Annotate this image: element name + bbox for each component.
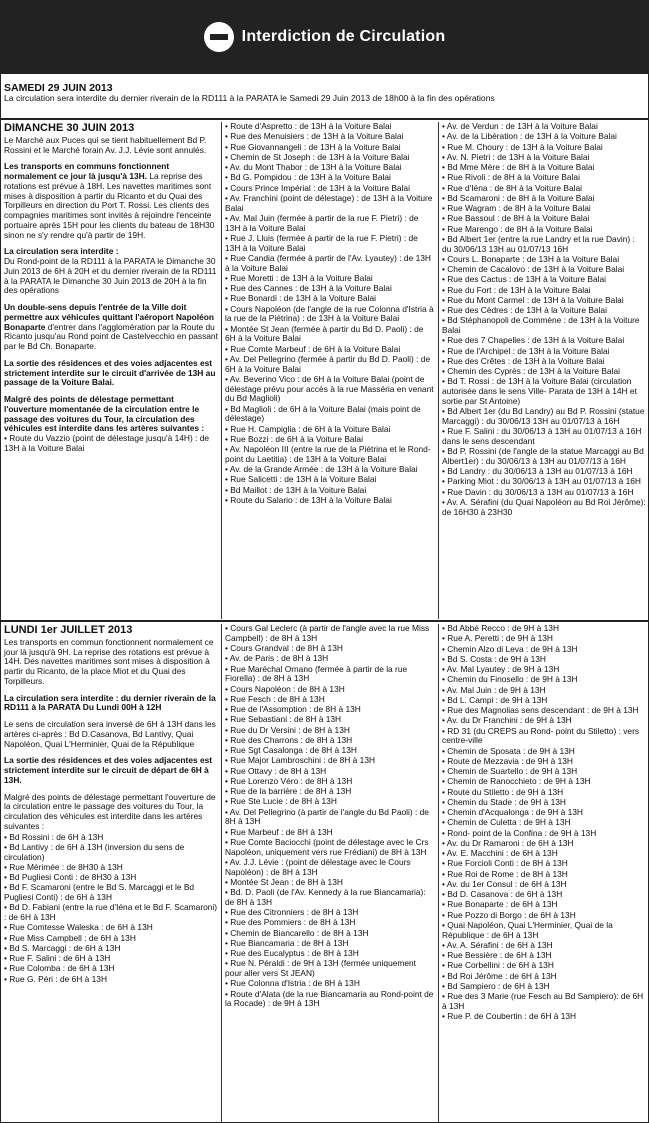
sunday-p2-bold: Les transports en communs fonctionnent normalement ce jour là jusqu'à 13H. (4, 161, 170, 181)
list-item: • Rue Pozzo di Borgo : de 6H à 13H (442, 909, 576, 920)
list-item: • Rue Biancamaria : de 8H à 13H (225, 937, 349, 948)
column-divider (438, 624, 439, 1122)
list-item: • Route de Mezzavia : de 9H à 13H (442, 755, 573, 766)
list-item: • Rue Ottavy : de 8H à 13H (225, 765, 327, 776)
list-item: • Rue Lorenzo Véro : de 8H à 13H (225, 775, 353, 786)
list-item: • Rue A. Peretti : de 9H à 13H (442, 633, 553, 644)
list-item: • Cours Napoléon (de l'angle de la rue Colonna d'Istria à la rue de la Piétrina) : de 13H à la Voiture Balai (225, 303, 434, 324)
list-item: • Chemin du Stade : de 9H à 13H (442, 796, 566, 807)
column-divider (221, 624, 222, 1122)
monday-col1-items (4, 833, 218, 985)
list-item: • Chemin des Cyprès : de 13H à la Voiture Balai (442, 366, 620, 376)
list-item: • Rue des Citronniers : de 8H à 13H (225, 907, 359, 917)
list-item: • Rue des 3 Marie (rue Fesch au Bd Sampiero): de 6H à 13H (442, 991, 644, 1011)
list-item: • Av. Beverino Vico : de 6H à la Voiture Balai (point de délestage prévu pour accès à la rue Masséria en venant du Bd Maglioli) (225, 373, 434, 404)
sunday-p6-text: • Route du Vazzio (point de délestage jusqu'à 14H) : de 13H à la Voiture Balai (4, 433, 210, 453)
banner (0, 0, 649, 74)
list-item: • Bd G. Pompidou : de 13H à la Voiture Balai (225, 172, 391, 183)
list-item: • Bd Roi Jérôme : de 6H à 13H (442, 970, 557, 981)
list-item: • Rue des Magnolias sens descendant : de 9H à 13H (442, 705, 639, 715)
list-item: • Route du Stiletto : de 9H à 13H (442, 786, 564, 797)
list-item: • Rue Fesch : de 8H à 13H (225, 693, 325, 704)
sunday-p3 (4, 247, 218, 296)
list-item: • Montée St Jean : de 8H à 13H (225, 876, 343, 887)
list-item: • Rue des Cactus : de 13H à la Voiture Balai (442, 274, 607, 285)
list-item: • Rue Davin : du 30/06/13 à 13H au 01/07/13 à 16H (442, 486, 634, 497)
list-item: • Rue Giovannangeli : de 13H à la Voiture Balai (225, 141, 401, 152)
list-item: • Rue Colomba : de 6H à 13H (4, 963, 115, 974)
sunday-p2 (4, 162, 218, 240)
sunday-p5: La sortie des résidences et des voies adjacentes est strictement interdite sur le circuit d'arrivée de 13H au passage de la Voiture Balai. (4, 357, 216, 388)
list-item: • Rue des 7 Chapelles : de 13H à la Voiture Balai (442, 335, 625, 346)
sunday-p4-text: d'entrer dans l'agglomération par la Route du Ricanto jusqu'au Rond point de Castelvecchio en passant par le Bd Ch. Bonaparte. (4, 321, 218, 351)
list-item: • Bd Albert 1er (du Bd Landry) au Bd P. Rossini (statue Marcaggi) : du 30/06/13 13H au 01/07/13 à 16H (442, 406, 645, 426)
list-item: • Av. J.J. Lévie : (point de délestage avec le Cours Napoléon) : de 8H à 13H (225, 856, 411, 877)
sunday-col2 (225, 122, 435, 506)
list-item: • Bd Mme Mère : de 8H à la Voiture Balai (442, 162, 595, 172)
list-item: • Bd S. Marcaggi : de 6H à 13H (4, 942, 121, 953)
list-item: • Chemin de Ranocchieto : de 9H à 13H (442, 776, 591, 787)
list-item: • Rue Mérimée : de 8H30 à 13H (4, 861, 123, 872)
list-item: • Rue Roi de Rome : de 8H à 13H (442, 868, 568, 879)
sunday-p2-text: La reprise des rotations est prévue à 18H. Les navettes maritimes sont mises à disposition à partir du Ricanto et du Quai des Torpilleurs en direction du Port T. Rossi. Les clients des compagnies maritimes sont invités à rejoindre l'enceinte portuaire après 15H pour les clients du bateau de 18H30 sinon ne s'y rendre qu'à partir de 19H. (4, 171, 215, 240)
list-item: • Av. de la Grande Armée : de 13H à la Voiture Balai (225, 464, 418, 474)
sunday-p1: Le Marché aux Puces qui se tient habituellement Bd P. Rossini et le Marché forain Av. J.J. Lévie sont annulés. (4, 134, 207, 155)
list-item: • Rue des Pommiers : de 8H à 13H (225, 917, 356, 928)
list-item: • Rue du Fort : de 13H à la Voiture Balai (442, 284, 591, 295)
list-item: • Rue M. Choury : de 13H à la Voiture Balai (442, 141, 603, 152)
list-item: • Rue H. Campiglia : de 6H à la Voiture Balai (225, 423, 391, 434)
list-item: • Rue Bonaparte : de 6H à 13H (442, 899, 558, 910)
list-item: • Av. du Dr Franchini : de 9H à 13H (442, 715, 572, 726)
list-item: • Route d'Alata (de la rue Biancamaria au Rond-point de la Rocade) : de 9H à 13H (225, 988, 434, 1009)
sunday-p6 (4, 395, 218, 454)
list-item: • Rue Maréchal Ornano (fermée à partir de la rue Fiorella) : de 8H à 13H (225, 663, 408, 684)
list-item: • Av. Mal Juin (fermée à partir de la rue F. Pietri) : de 13H à la Voiture Balai (225, 212, 419, 233)
list-item: • Bd D. Fabiani (entre la rue d'Iéna et le Bd F. Scamaroni) : de 6H à 13H (4, 902, 218, 922)
list-item: • Montée St Jean (fermée à partir du Bd D. Paoli) : de 6H à la Voiture Balai (225, 323, 424, 344)
list-item: • Rue des Cannes : de 13H à la Voiture Balai (225, 283, 392, 293)
list-item: • Cours Prince Impérial : de 13H à la Voiture Balai (225, 182, 410, 193)
list-item: • Rue d'Iéna : de 8H à la Voiture Balai (442, 182, 583, 193)
list-item: • Rue Marbeuf : de 8H à 13H (225, 826, 333, 837)
list-item: • Rue Rivoli : de 8H à la Voiture Balai (442, 172, 580, 183)
list-item: • Chemin de Sposata : de 9H à 13H (442, 745, 575, 756)
list-item: • Rue F. Salini : de 6H à 13H (4, 953, 111, 963)
list-item: • Rue Candia (fermée à partir de l'Av. Lyautey) : de 13H à la Voiture Balai (225, 252, 431, 273)
list-item: • Rue Salicetti : de 13H à la Voiture Balai (225, 474, 377, 485)
list-item: • Rue Wagram : de 8H à la Voiture Balai (442, 203, 591, 213)
list-item: • Bd S. Costa : de 9H à 13H (442, 653, 546, 664)
list-item: • Chemin de Culetta : de 9H à 13H (442, 817, 571, 828)
list-item: • Rue du Mont Carmel : de 13H à la Voiture Balai (442, 294, 624, 305)
list-item: • Bd Abbé Recco : de 9H à 13H (442, 623, 559, 633)
list-item: • Rue Sgt Casalonga : de 8H à 13H (225, 745, 357, 755)
divider (0, 118, 649, 120)
divider (0, 620, 649, 622)
list-item: • Rue du Dr Versini : de 8H à 13H (225, 724, 350, 735)
list-item: • Bd. D. Paoli (de l'Av. Kennedy à la rue Biancamaria): de 8H à 13H (225, 887, 426, 907)
list-item: • Bd Scamaroni : de 8H à la Voiture Balai (442, 192, 595, 203)
list-item: • Av. du 1er Consul : de 6H à 13H (442, 878, 567, 889)
list-item: • Rue des Cèdres : de 13H à la Voiture Balai (442, 305, 607, 315)
list-item: • Bd Stéphanopoli de Commène : de 13H à la Voiture Balai (442, 315, 640, 335)
list-item: • Rue G. Péri : de 6H à 13H (4, 973, 108, 984)
list-item: • Av. Napoléon III (entre la rue de la Piétrina et le Rond-point du Laetitia) : de 13H à la Voiture Balai (225, 444, 431, 464)
list-item: • Chemin d'Acqualonga : de 9H à 13H (442, 807, 583, 817)
list-item: • Rond- point de la Confina : de 9H à 13H (442, 827, 597, 838)
list-item: • Rue des Eucalyptus : de 8H à 13H (225, 948, 359, 958)
list-item: • Quai Napoléon, Quai L'Herminier, Quai de la République : de 6H à 13H (442, 919, 613, 940)
sunday-p3-text: Du Rond-point de la RD111 à la PARATA le Dimanche 30 Juin 2013 de 6H à 20H et du dernier riverain de la RD111 à la PARATA le Dimanche 30 Juin 2013 de 20H à la fin des opérations (4, 256, 217, 296)
list-item: • Av. du Mont Thabor : de 13H à la Voiture Balai (225, 162, 402, 172)
list-item: • Rue Bassoul : de 8H à la Voiture Balai (442, 213, 590, 224)
list-item: • Cours Napoléon : de 8H à 13H (225, 683, 345, 694)
monday-col3 (442, 624, 646, 1022)
list-item: • Bd Maillot : de 13H à la Voiture Balai (225, 484, 367, 495)
list-item: • Rue N. Péraldi : de 9H à 13H (fermée uniquement pour aller vers St JEAN) (225, 958, 417, 978)
list-item: • Parking Miot : du 30/06/13 à 13H au 01/07/13 à 16H (442, 476, 641, 487)
list-item: • Av. Del Pellegrino (à partir de l'angle du Bd Paoli) : de 8H à 13H (225, 806, 429, 827)
list-item: • Av. Franchini (point de délestage) : de 13H à la Voiture Balai (225, 192, 433, 213)
list-item: • Av. A. Sérafini : de 6H à 13H (442, 939, 553, 950)
list-item: • Chemin du Finosello : de 9H à 13H (442, 674, 578, 685)
list-item: • Rue Bozzi : de 6H à la Voiture Balai (225, 433, 363, 444)
list-item: • Rue des Charrons : de 8H à 13H (225, 734, 353, 745)
list-item: • Rue de l'Archipel : de 13H à la Voiture Balai (442, 345, 610, 356)
monday-title: LUNDI 1er JUILLET 2013 (4, 624, 133, 636)
monday-section (0, 624, 649, 1122)
list-item: • Av. E. Macchini : de 6H à 13H (442, 848, 558, 858)
list-item: • Route du Salario : de 13H à la Voiture Balai (225, 494, 392, 505)
list-item: • Rue de la barrière : de 8H à 13H (225, 786, 352, 796)
list-item: • Bd F. Scamaroni (entre le Bd S. Marcaggi et le Bd Pugliesi Conti) : de 6H à 13H (4, 882, 195, 902)
sunday-p6-bold: Malgré des points de délestage permettant l'ouverture momentanée de la circulation entre le passage des voitures du Tour, la circulation des véhicules est interdite dans les artères suivantes : (4, 394, 205, 434)
list-item: • Rue P. de Coubertin : de 6H à 13H (442, 1011, 577, 1021)
list-item: • Rue Moretti : de 13H à la Voiture Balai (225, 272, 373, 283)
list-item: • Chemin de Biancarello : de 8H à 13H (225, 927, 369, 938)
list-item: • Rue Comtesse Waleska : de 6H à 13H (4, 922, 153, 933)
list-item: • Cours L. Bonaparte : de 13H à la Voiture Balai (442, 253, 620, 264)
list-item: • Av. Del Pellegrino (fermée à partir du Bd D. Paoli) : de 6H à la Voiture Balai (225, 353, 431, 374)
list-item: • Rue Bonardi : de 13H à la Voiture Balai (225, 293, 376, 304)
list-item: • Bd D. Casanova : de 6H à 13H (442, 889, 563, 899)
list-item: • Rue des Menuisiers : de 13H à la Voiture Balai (225, 131, 404, 142)
list-item: • Chemin de Cacalovo : de 13H à la Voiture Balai (442, 264, 625, 274)
no-entry-icon (204, 22, 234, 52)
list-item: • Rue des Crêtes : de 13H à la Voiture Balai (442, 355, 605, 366)
list-item: • Av. de Paris : de 8H à 13H (225, 653, 329, 664)
monday-p1: Les transports en commun fonctionnent normalement ce jour là jusqu'à 9H. La reprise des rotations est prévue à 14H. Des navettes maritimes sont mises à disposition à partir du Ricanto, de la place Miot et du Quai des Torpilleurs. (4, 636, 214, 686)
list-item: • Route d'Aspretto : de 13H à la Voiture Balai (225, 121, 392, 131)
list-item: • Chemin de Suartello : de 9H à 13H (442, 766, 578, 776)
list-item: • Rue Major Lambroschini : de 8H à 13H (225, 755, 376, 766)
list-item: • Rue Comte Baciocchi (point de délestage avec le Crs Napoléon, uniquement vers rue Frédiani) de 8H à 13H (225, 836, 429, 857)
saturday-text: La circulation sera interdite du dernier riverain de la RD111 à la PARATA le Samedi 29 Juin 2013 de 18h00 à la fin des opérations (4, 93, 495, 104)
list-item: • Cours Grandval : de 8H à 13H (225, 643, 343, 653)
sunday-p4 (4, 303, 218, 352)
monday-p3: Le sens de circulation sera inversé de 6H à 13H dans les artères ci-après : Bd D.Casanova, Bd Lantivy, Quai Napoléon, Quai L'Herminier, Quai de la République (4, 719, 216, 749)
list-item: • Rue Ste Lucie : de 8H à 13H (225, 796, 337, 807)
list-item: • Bd L. Campi : de 9H à 13H (442, 694, 548, 705)
list-item: • Av. du Dr Ramaroni : de 6H à 13H (442, 837, 574, 848)
list-item: • Av. A. Sérafini (du Quai Napoléon au Bd Roi Jérôme): de 16H30 à 23H30 (442, 496, 646, 517)
list-item: • Rue J. Lluis (fermée à partir de la rue F. Pietri) : de 13H à la Voiture Balai (225, 232, 418, 253)
list-item: • Bd Landry : du 30/06/13 à 13H au 01/07/13 à 16H (442, 466, 633, 476)
sunday-col1 (4, 122, 218, 461)
list-item: • Av. Mal Juin : de 9H à 13H (442, 684, 546, 695)
list-item: • Cours Gal Leclerc (à partir de l'angle avec la rue Miss Campbell) : de 8H à 13H (225, 623, 430, 643)
list-item: • Bd Maglioli : de 6H à la Voiture Balai (mais point de délestage) (225, 403, 421, 424)
list-item: • Rue de l'Assomption : de 8H à 13H (225, 704, 361, 714)
list-item: • Rue F. Salini : du 30/06/13 à 13H au 01/07/13 à 16H dans le sens descendant (442, 426, 642, 446)
list-item: • Bd Rossini : de 6H à 13H (4, 831, 104, 842)
list-item: • Bd Pugliesi Conti : de 8H30 à 13H (4, 872, 137, 882)
sunday-section (0, 122, 649, 619)
monday-p4: La sortie des résidences et des voies adjacentes est strictement interdite sur le circuit de départ de 6H à 13H. (4, 755, 213, 785)
list-item: • Rue Bessière : de 6H à 13H (442, 950, 552, 960)
column-divider (221, 122, 222, 619)
list-item: • Rue Sebastiani : de 8H à 13H (225, 714, 342, 725)
saturday-title: SAMEDI 29 JUIN 2013 (4, 82, 113, 94)
list-item: • Av. de Verdun : de 13H à la Voiture Balai (442, 121, 598, 131)
list-item: • Bd Albert 1er (entre la rue Landry et la rue Davin) : du 30/06/13 13H au 01/07/13 16H (442, 233, 635, 254)
list-item: • Rue Comte Marbeuf : de 6H à la Voiture Balai (225, 343, 401, 354)
sunday-col3 (442, 122, 646, 518)
list-item: • Chemin Alzo di Leva : de 9H à 13H (442, 643, 578, 654)
list-item: • Av. de la Libération : de 13H à la Voiture Balai (442, 131, 617, 142)
sunday-p3-bold: La circulation sera interdite : (4, 246, 119, 257)
list-item: • RD 31 (du CREPS au Rond- point du Stiletto) : vers centre-ville (442, 725, 640, 746)
monday-col1 (4, 624, 218, 985)
column-divider (438, 122, 439, 619)
monday-p2: La circulation sera interdite : du dernier riverain de la RD111 à la PARATA Du Lundi 00H à 12H (4, 692, 216, 713)
saturday-section (4, 82, 645, 104)
monday-p5: Malgré des points de délestage permettant l'ouverture de la circulation entre le passage des voitures du Tour, la circulation des véhicules est interdite dans les artères suivantes : (4, 791, 216, 831)
list-item: • Bd P. Rossini (de l'angle de la statue Marcaggi au Bd Albert1er) : du 30/06/13 à 13H au 01/07/13 à 16H (442, 446, 644, 466)
list-item: • Av. N. Pietri : de 13H à la Voiture Balai (442, 151, 590, 162)
list-item: • Chemin de St Joseph : de 13H à la Voiture Balai (225, 151, 410, 162)
sunday-p4-bold: Un double-sens depuis l'entrée de la Ville doit permettre aux véhicules quittant l'aéroport Napoléon Bonaparte (4, 302, 215, 332)
list-item: • Av. Mal Lyautey : de 9H à 13H (442, 664, 560, 674)
list-item: • Rue Miss Campbell : de 6H à 13H (4, 932, 136, 943)
sunday-title: DIMANCHE 30 JUIN 2013 (4, 122, 135, 134)
list-item: • Bd Sampiero : de 6H à 13H (442, 980, 550, 991)
list-item: • Rue Colonna d'Istria : de 8H à 13H (225, 978, 360, 989)
list-item: • Rue Corbellini : de 6H à 13H (442, 960, 554, 971)
monday-col2 (225, 624, 435, 1010)
list-item: • Bd Lantivy : de 6H à 13H (inversion du sens de circulation) (4, 841, 185, 862)
banner-title: Interdiction de Circulation (241, 27, 446, 45)
list-item: • Rue Marengo : de 8H à la Voiture Balai (442, 223, 593, 234)
list-item: • Rue Forcioli Conti : de 8H à 13H (442, 858, 568, 869)
list-item: • Bd T. Rossi : de 13H à la Voiture Balai (circulation autorisée dans le sens Ville- Parata de 13H à 14H et sortie par St Antoine) (442, 376, 637, 406)
